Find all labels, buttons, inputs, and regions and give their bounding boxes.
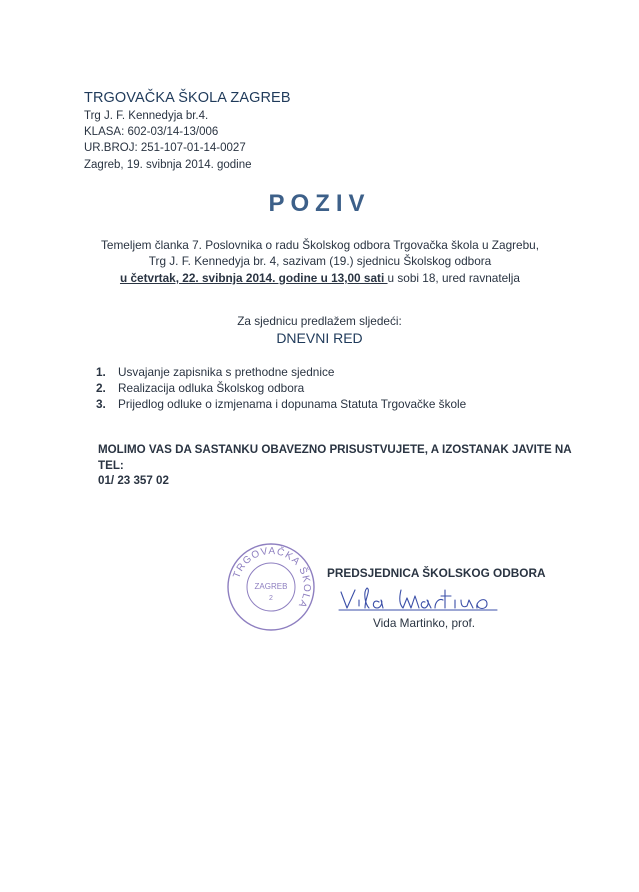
signature-block [327,566,546,630]
intro-line-2: Trg J. F. Kennedyja br. 4, sazivam (19.) sjednicu Školskog odbora [148,254,492,269]
agenda-item [96,380,466,396]
agenda-item-number: 3. [96,397,106,412]
document-title: POZIV [268,190,371,217]
signature-title: PREDSJEDNICA ŠKOLSKOG ODBORA [327,566,546,580]
agenda-item [96,364,466,380]
intro-line-1: Temeljem članka 7. Poslovnika o radu Školskog odbora Trgovačka škola u Zagrebu, [100,238,540,252]
school-address: Trg J. F. Kennedyja br.4. [84,110,209,122]
notice-phone: 01/ 23 357 02 [98,474,169,487]
proposal-text: Za sjednicu predlažem sljedeći: [237,314,402,328]
handwritten-signature [327,582,507,612]
stamp-inner-text: ZAGREB [254,582,288,591]
school-name: TRGOVAČKA ŠKOLA ZAGREB [84,90,291,106]
urbroj-number: UR.BROJ: 251-107-01-14-0027 [84,142,246,155]
place-date: Zagreb, 19. svibnja 2014. godine [84,158,252,171]
intro-line-3 [80,270,560,286]
stamp-number: 2 [269,595,273,602]
attendance-notice [98,442,578,489]
notice-text: MOLIMO VAS DA SASTANKU OBAVEZNO PRISUSTVUJETE, A IZOSTANAK JAVITE NA TEL: [98,443,572,472]
klasa-number: KLASA: 602-03/14-13/006 [84,126,219,139]
intro-paragraph [80,237,560,286]
agenda-item-number: 1. [96,365,106,379]
agenda-list [96,364,466,413]
meeting-location: u sobi 18, ured ravnatelja [387,270,520,285]
agenda-item-text: Realizacija odluka Školskog odbora [118,381,305,396]
meeting-date-time: u četvrtak, 22. svibnja 2014. godine u 13,00 sati [119,270,388,285]
document-header [84,90,291,173]
school-stamp-icon [226,542,316,632]
agenda-title: DNEVNI RED [276,330,363,346]
signatory-name: Vida Martinko, prof. [373,616,476,630]
agenda-item-number: 2. [96,381,106,396]
stamp-outer-text: TRGOVAČKA ŠKOLA [231,545,313,611]
agenda-item-text: Prijedlog odluke o izmjenama i dopunama Statuta Trgovačke škole [118,397,467,412]
agenda-item [96,396,466,412]
agenda-item-text: Usvajanje zapisnika s prethodne sjednice [118,365,335,379]
